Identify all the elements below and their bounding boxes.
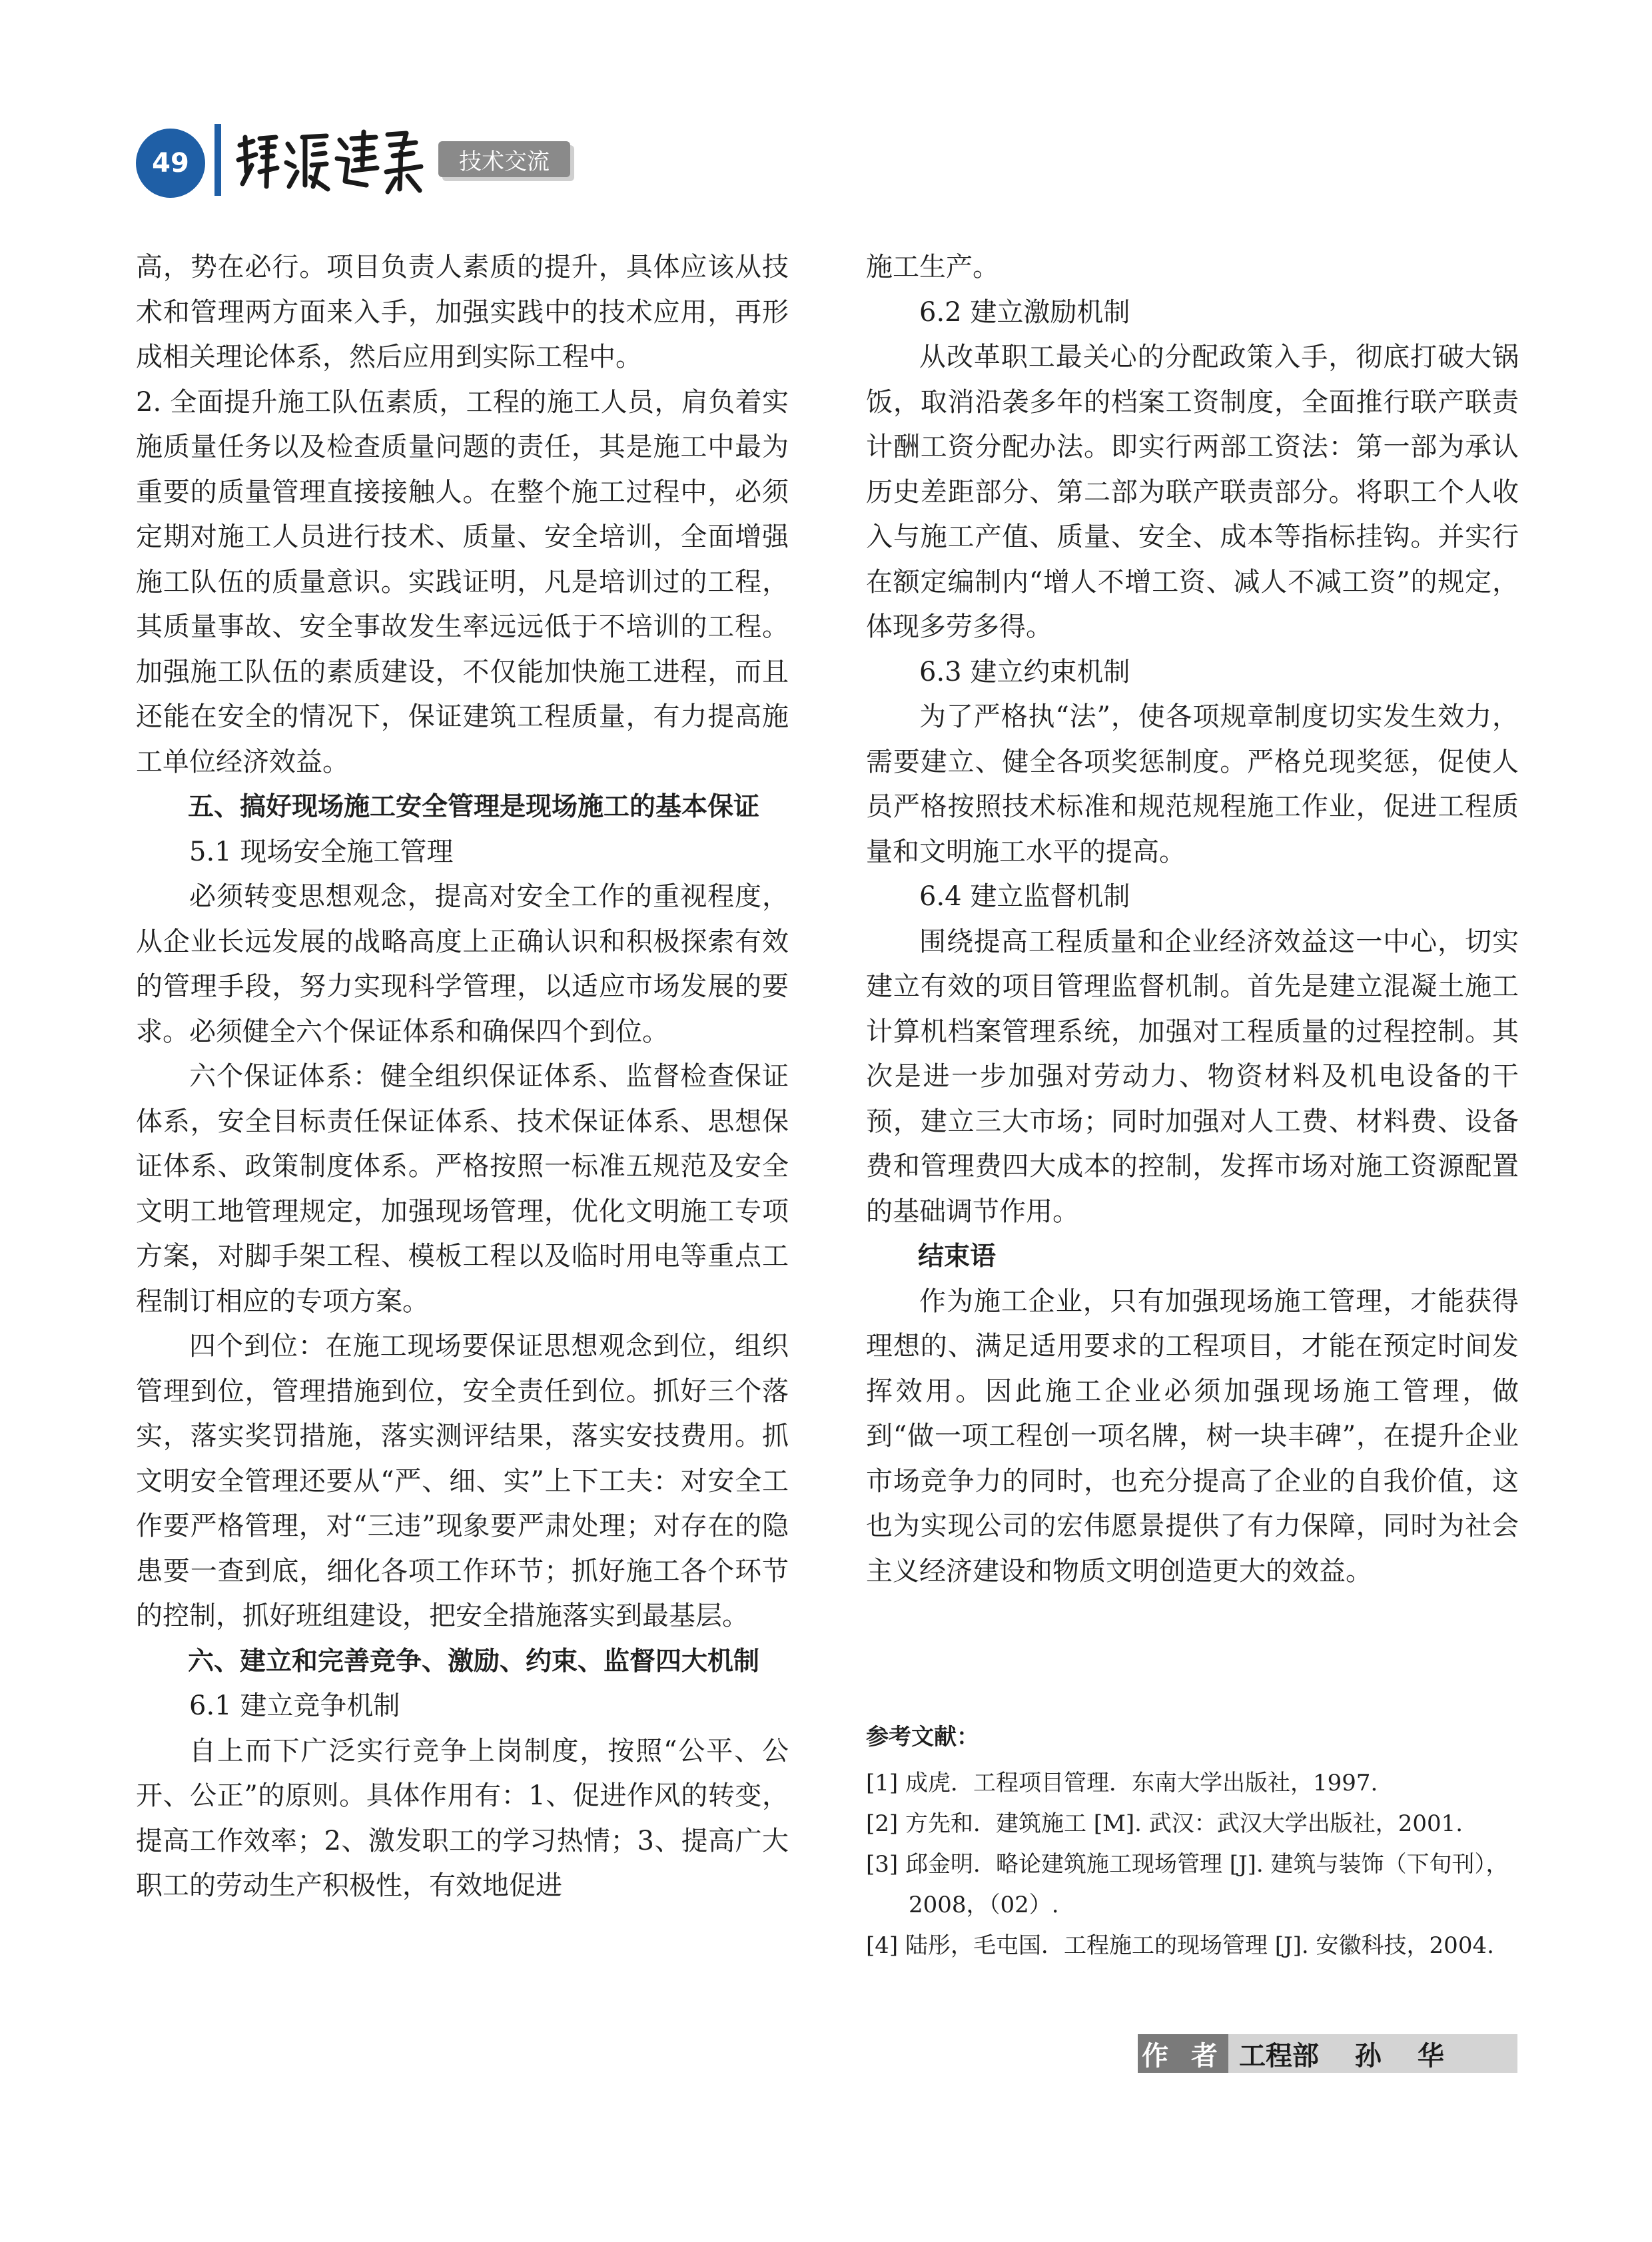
section-tag-label: 技术交流 (459, 148, 550, 175)
paragraph: 六个保证体系：健全组织保证体系、监督检查保证体系，安全目标责任保证体系、技术保证体系、思想保证体系、政策制度体系。严格按照一标准五规范及安全文明工地管理规定，加强现场管理，优化文明施工专项方案，对脚手架工程、模板工程以及临时用电等重点工程制订相应的专项方案。 (136, 1061, 789, 1317)
reference-item: [2] 方先和．建筑施工 [M]. 武汉：武汉大学出版社，2001. (866, 1810, 1463, 1837)
author-label: 作 者 (1138, 2034, 1228, 2073)
subsection-heading-5-1: 5.1 现场安全施工管理 (189, 836, 454, 867)
reference-item: [3] 邱金明．略论建筑施工现场管理 [J]. 建筑与装饰（下旬刊）， 2008，（02）. (866, 1851, 1509, 1918)
page-number-badge (136, 129, 205, 198)
references (866, 1717, 1519, 1966)
paragraph: 作为施工企业，只有加强现场施工管理，才能获得理想的、满足适用要求的工程项目，才能在预定时间发挥效用。因此施工企业必须加强现场施工管理，做到“做一项工程创一项名牌，树一块丰碑”，在提升企业市场竞争力的同时，也充分提高了企业的自我价值，这也为实现公司的宏伟愿景提供了有力保障，同时为社会主义经济建设和物质文明创造更大的效益。 (866, 1286, 1519, 1587)
author-bar (1138, 2034, 1517, 2073)
subsection-heading-6-4: 6.4 建立监督机制 (919, 881, 1130, 912)
paragraph: 必须转变思想观念，提高对安全工作的重视程度，从企业长远发展的战略高度上正确认识和积极探索有效的管理手段，努力实现科学管理，以适应市场发展的要求。必须健全六个保证体系和确保四个到位。 (136, 881, 789, 1047)
paragraph: 施工生产。 (866, 252, 999, 282)
references-title: 参考文献： (866, 1724, 979, 1750)
author-name: 工程部 孙 华 (1239, 2040, 1444, 2071)
right-column (866, 245, 1519, 1594)
paragraph: 四个到位：在施工现场要保证思想观念到位，组织管理到位，管理措施到位，安全责任到位。抓好三个落实，落实奖罚措施，落实测评结果，落实安技费用。抓文明安全管理还要从“严、细、实”上下工夫：对安全工作要严格管理，对“三违”现象要严肃处理；对存在的隐患要一查到底，细化各项工作环节；抓好施工各个环节的控制，抓好班组建设，把安全措施落实到最基层。 (136, 1331, 789, 1631)
section-heading-5: 五、搞好现场施工安全管理是现场施工的基本保证 (188, 792, 760, 822)
subsection-heading-6-2: 6.2 建立激励机制 (919, 296, 1130, 328)
paragraph: 围绕提高工程质量和企业经济效益这一中心，切实建立有效的项目管理监督机制。首先是建立混凝土施工计算机档案管理系统，加强对工程质量的过程控制。其次是进一步加强对劳动力、物资材料及机电设备的干预，建立三大市场；同时加强对人工费、材料费、设备费和管理费四大成本的控制，发挥市场对施工资源配置的基础调节作用。 (866, 926, 1519, 1227)
left-column (136, 245, 789, 1909)
journal-logo (233, 125, 425, 198)
paragraph: 从改革职工最关心的分配政策入手，彻底打破大锅饭，取消沿袭多年的档案工资制度，全面推行联产联责计酬工资分配办法。即实行两部工资法：第一部为承认历史差距部分、第二部为联产联责部分。将职工个人收入与施工产值、质量、安全、成本等指标挂钩。并实行在额定编制内“增人不增工资、减人不减工资”的规定，体现多劳多得。 (866, 342, 1519, 642)
subsection-heading-6-1: 6.1 建立竞争机制 (189, 1690, 400, 1721)
paragraph: 高，势在必行。项目负责人素质的提升，具体应该从技术和管理两方面来入手，加强实践中的技术应用，再形成相关理论体系，然后应用到实际工程中。 (136, 252, 789, 372)
paragraph: 自上而下广泛实行竞争上岗制度，按照“公平、公开、公正”的原则。具体作用有：1、促进作风的转变，提高工作效率；2、激发职工的学习热情；3、提高广大职工的劳动生产积极性，有效地促进 (136, 1735, 789, 1901)
section-heading-6: 六、建立和完善竞争、激励、约束、监督四大机制 (188, 1646, 760, 1677)
subsection-heading-6-3: 6.3 建立约束机制 (919, 656, 1130, 687)
page-number: 49 (152, 148, 189, 179)
paragraph: 2. 全面提升施工队伍素质，工程的施工人员，肩负着实施质量任务以及检查质量问题的责任，其是施工中最为重要的质量管理直接接触人。在整个施工过程中，必须定期对施工人员进行技术、质量、安全培训，全面增强施工队伍的质量意识。实践证明，凡是培训过的工程，其质量事故、安全事故发生率远远低于不培训的工程。加强施工队伍的素质建设，不仅能加快施工进程，而且还能在安全的情况下，保证建筑工程质量，有力提高施工单位经济效益。 (136, 386, 789, 777)
paragraph: 为了严格执“法”，使各项规章制度切实发生效力，需要建立、健全各项奖惩制度。严格兑现奖惩，促使人员严格按照技术标准和规范规程施工作业，促进工程质量和文明施工水平的提高。 (866, 701, 1519, 867)
conclusion-heading: 结束语 (918, 1242, 997, 1272)
reference-item: [4] 陆彤，毛屯国．工程施工的现场管理 [J]. 安徽科技，2004. (866, 1932, 1494, 1959)
section-tag (438, 141, 570, 177)
reference-item: [1] 成虎．工程项目管理．东南大学出版社，1997. (866, 1770, 1378, 1796)
header-divider (214, 124, 221, 196)
